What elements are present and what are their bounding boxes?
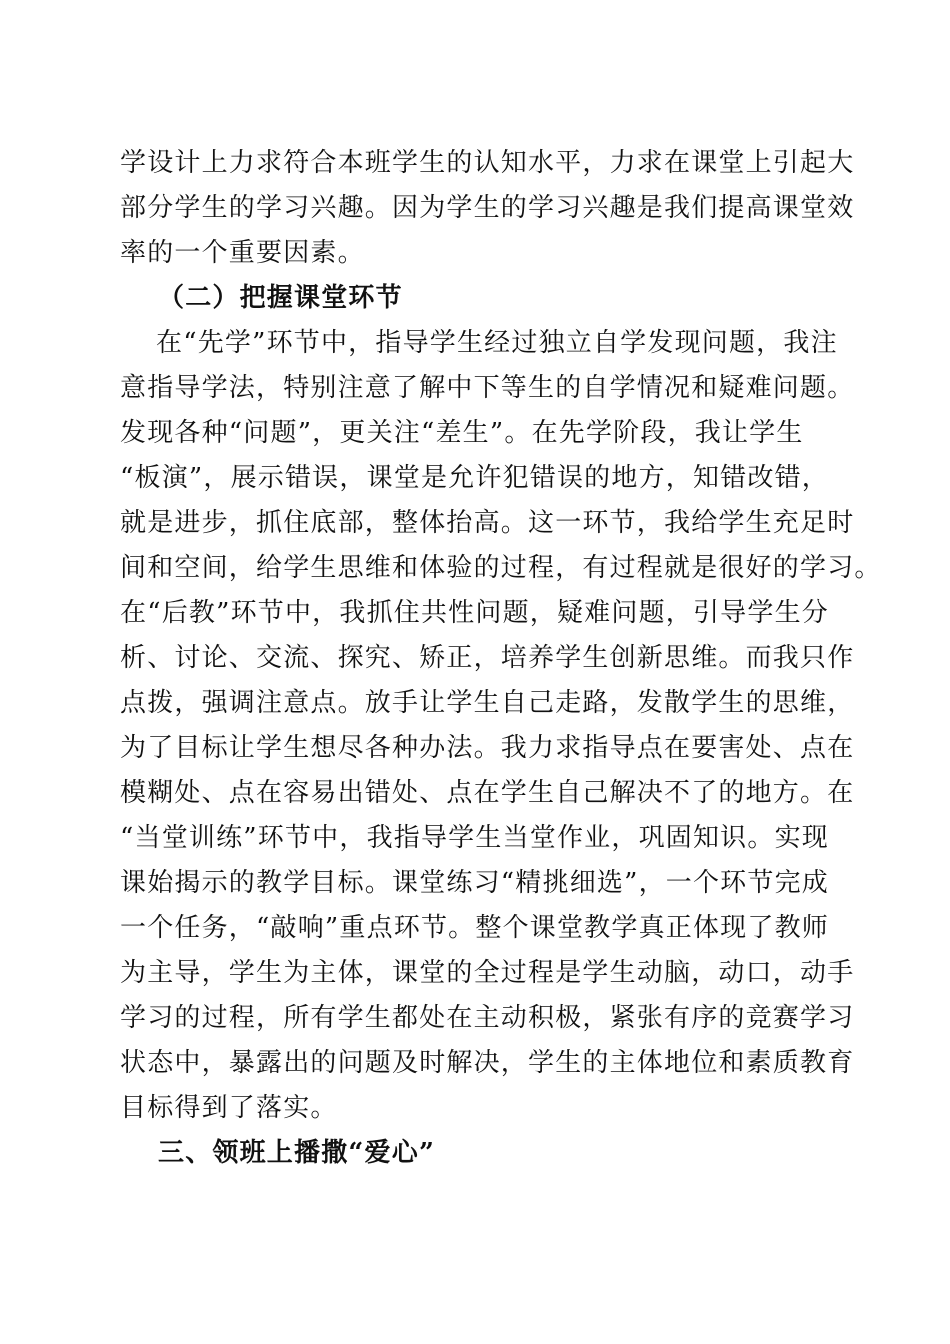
paragraph-line-9: 间和空间，给学生思维和体验的过程，有过程就是很好的学习。 <box>120 553 882 583</box>
paragraph-line-6: 发现各种“问题”，更关注“差生”。在先学阶段，我让学生 <box>120 418 804 448</box>
paragraph-line-5: 意指导学法，特别注意了解中下等生的自学情况和疑难问题。 <box>120 373 855 403</box>
paragraph-line-10: 在“后教”环节中，我抓住共性问题，疑难问题，引导学生分 <box>120 598 829 628</box>
paragraph-line-11: 析、讨论、交流、探究、矫正，培养学生创新思维。而我只作 <box>120 643 855 673</box>
paragraph-line-14: 模糊处、点在容易出错处、点在学生自己解决不了的地方。在 <box>120 778 855 808</box>
section-heading-2: （二）把握课堂环节 <box>158 283 403 313</box>
paragraph-line-7: “板演”，展示错误，课堂是允许犯错误的地方，知错改错， <box>120 463 829 493</box>
paragraph-line-21: 目标得到了落实。 <box>120 1093 338 1123</box>
section-heading-3: 三、领班上播撒“爱心” <box>158 1138 436 1168</box>
paragraph-line-20: 状态中，暴露出的问题及时解决，学生的主体地位和素质教育 <box>120 1048 855 1078</box>
paragraph-line-13: 为了目标让学生想尽各种办法。我力求指导点在要害处、点在 <box>120 733 855 763</box>
paragraph-line-3: 率的一个重要因素。 <box>120 238 365 268</box>
paragraph-line-16: 课始揭示的教学目标。课堂练习“精挑细选”，一个环节完成 <box>120 868 829 898</box>
paragraph-line-18: 为主导，学生为主体，课堂的全过程是学生动脑，动口，动手 <box>120 958 855 988</box>
paragraph-line-19: 学习的过程，所有学生都处在主动积极，紧张有序的竞赛学习 <box>120 1003 855 1033</box>
paragraph-line-8: 就是进步，抓住底部，整体抬高。这一环节，我给学生充足时 <box>120 508 855 538</box>
paragraph-line-2: 部分学生的学习兴趣。因为学生的学习兴趣是我们提高课堂效 <box>120 193 855 223</box>
paragraph-line-1: 学设计上力求符合本班学生的认知水平，力求在课堂上引起大 <box>120 148 855 178</box>
paragraph-line-12: 点拨，强调注意点。放手让学生自己走路，发散学生的思维， <box>120 688 855 718</box>
paragraph-line-15: “当堂训练”环节中，我指导学生当堂作业，巩固知识。实现 <box>120 823 829 853</box>
paragraph-line-4: 在“先学”环节中，指导学生经过独立自学发现问题，我注 <box>156 328 838 358</box>
paragraph-line-17: 一个任务，“敲响”重点环节。整个课堂教学真正体现了教师 <box>120 913 829 943</box>
